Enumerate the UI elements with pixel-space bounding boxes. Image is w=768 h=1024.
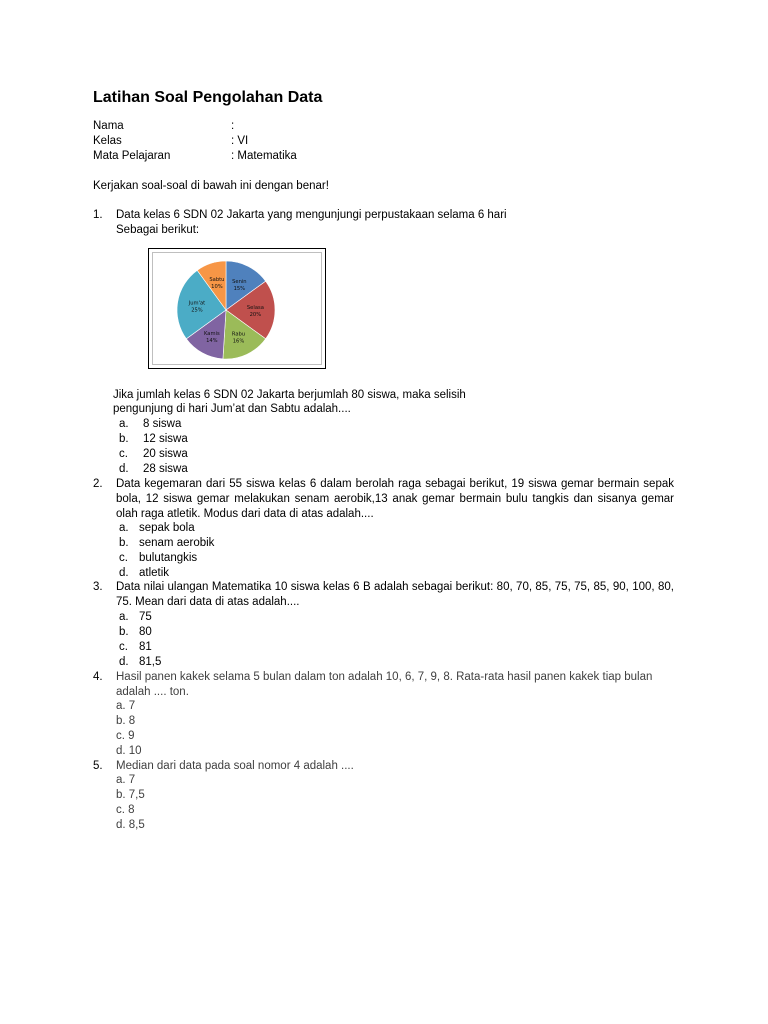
q3-option-a-letter: a. <box>119 611 129 623</box>
field-value-kelas: : VI <box>231 135 249 147</box>
q5-option-b: b. 7,5 <box>116 789 145 801</box>
pie-value-sabtu: 10% <box>211 284 223 291</box>
question-1-text-line1: Data kelas 6 SDN 02 Jakarta yang mengunjungi perpustakaan selama 6 hari <box>116 209 507 221</box>
q5-option-a: a. 7 <box>116 774 136 786</box>
field-value-mata-pelajaran: : Matematika <box>231 150 297 162</box>
q1-option-a-text: 8 siswa <box>143 418 182 430</box>
question-3-number: 3. <box>93 581 103 593</box>
question-4-text: Hasil panen kakek selama 5 bulan dalam ton adalah 10, 6, 7, 9, 8. Rata-rata hasil panen kakek tiap bulan adalah .... ton. <box>116 671 653 698</box>
pie-chart-frame <box>148 248 326 369</box>
field-label-mata-pelajaran: Mata Pelajaran <box>93 150 171 162</box>
q1-option-c-text: 20 siswa <box>143 448 188 460</box>
q2-option-a-letter: a. <box>119 522 129 534</box>
question-1-number: 1. <box>93 209 103 221</box>
q3-option-d-letter: d. <box>119 656 129 668</box>
pie-label-sabtu: Sabtu <box>209 277 225 284</box>
page-title: Latihan Soal Pengolahan Data <box>93 89 323 106</box>
question-1-text-line2: Sebagai berikut: <box>116 224 200 236</box>
pie-label-kamis: Kamis <box>203 330 220 337</box>
question-5-text: Median dari data pada soal nomor 4 adalah .... <box>116 760 354 772</box>
q4-option-b: b. 8 <box>116 715 136 727</box>
question-2-text: Data kegemaran dari 55 siswa kelas 6 dalam berolah raga sebagai berikut, 19 siswa gemar bermain sepak bola, 12 siswa gemar melakukan senam aerobik,13 anak gemar bermain bulu tangkis dan sisanya gemar olah raga atletik. Modus dari data di atas adalah.... <box>116 478 674 520</box>
question-3-text: Data nilai ulangan Matematika 10 siswa kelas 6 B adalah sebagai berikut: 80, 70, 85, 75, 75, 85, 90, 100, 80, 75. Mean dari data di atas adalah.... <box>116 581 674 608</box>
q1-option-a-letter: a. <box>119 418 129 430</box>
pie-value-senin: 15% <box>233 285 246 292</box>
q3-option-d-text: 81,5 <box>139 656 162 668</box>
pie-value-rabu: 16% <box>232 338 245 345</box>
q1-option-d-letter: d. <box>119 463 129 475</box>
q2-option-d-letter: d. <box>119 567 129 579</box>
q2-option-b-text: senam aerobik <box>139 537 215 549</box>
pie-label-rabu: Rabu <box>231 331 246 338</box>
field-label-kelas: Kelas <box>93 135 122 147</box>
question-4-number: 4. <box>93 671 103 683</box>
q5-option-d: d. 8,5 <box>116 819 145 831</box>
q1-option-b-letter: b. <box>119 433 129 445</box>
pie-label-selasa: Selasa <box>246 305 264 311</box>
q1-option-d-text: 28 siswa <box>143 463 188 475</box>
question-1-followup-line2: pengunjung di hari Jum’at dan Sabtu adalah.... <box>113 403 351 415</box>
q4-option-d: d. 10 <box>116 745 142 757</box>
pie-value-jumat: 25% <box>191 307 203 314</box>
field-value-nama: : <box>231 120 235 132</box>
q3-option-b-text: 80 <box>139 626 152 638</box>
pie-chart <box>149 249 325 368</box>
q2-option-b-letter: b. <box>119 537 129 549</box>
q1-option-b-text: 12 siswa <box>143 433 188 445</box>
q3-option-c-text: 81 <box>139 641 152 653</box>
q4-option-a: a. 7 <box>116 700 136 712</box>
q3-option-b-letter: b. <box>119 626 129 638</box>
q5-option-c: c. 8 <box>116 804 135 816</box>
pie-label-senin: Senin <box>232 278 247 285</box>
q2-option-d-text: atletik <box>139 567 170 579</box>
q1-option-c-letter: c. <box>119 448 128 460</box>
pie-value-selasa: 20% <box>249 312 262 318</box>
question-5-number: 5. <box>93 760 103 772</box>
field-label-nama: Nama <box>93 120 124 132</box>
q4-option-c: c. 9 <box>116 730 135 742</box>
q2-option-a-text: sepak bola <box>139 522 195 534</box>
q2-option-c-letter: c. <box>119 552 128 564</box>
q3-option-a-text: 75 <box>139 611 152 623</box>
pie-value-kamis: 14% <box>206 337 218 344</box>
question-2-number: 2. <box>93 478 103 490</box>
question-1-followup-line1: Jika jumlah kelas 6 SDN 02 Jakarta berjumlah 80 siswa, maka selisih <box>113 389 466 401</box>
instruction-text: Kerjakan soal-soal di bawah ini dengan benar! <box>93 180 329 192</box>
q3-option-c-letter: c. <box>119 641 128 653</box>
q2-option-c-text: bulutangkis <box>139 552 198 564</box>
pie-label-jumat: Jum'at <box>188 300 206 307</box>
